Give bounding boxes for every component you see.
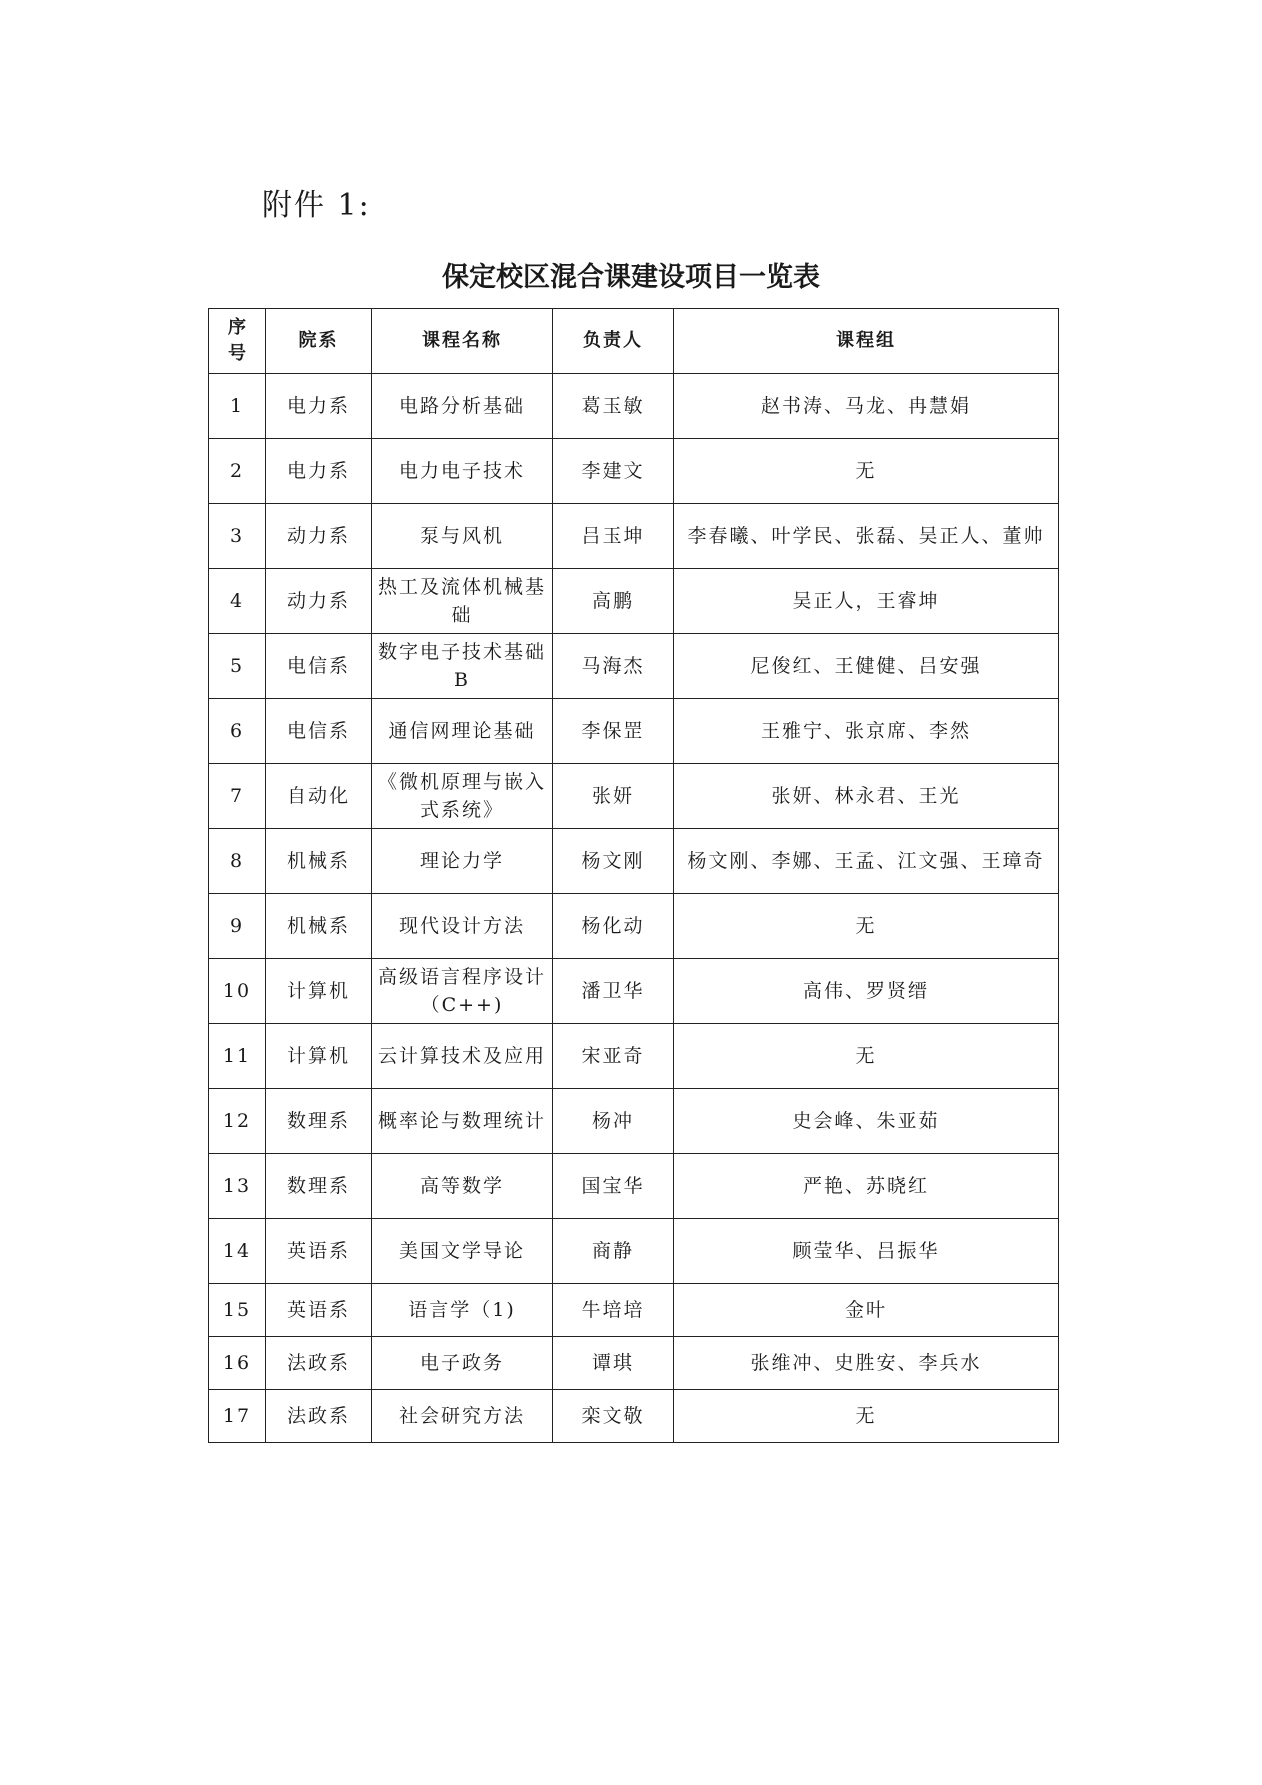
cell-no: 4: [209, 569, 266, 634]
cell-group: 尼俊红、王健健、吕安强: [674, 634, 1059, 699]
table-body: [209, 374, 1059, 1443]
cell-lead: 潘卫华: [553, 959, 674, 1024]
cell-lead: 高鹏: [553, 569, 674, 634]
table-row: [209, 439, 1059, 504]
cell-lead: 宋亚奇: [553, 1024, 674, 1089]
header-lead: 负责人: [553, 309, 674, 374]
cell-no: 11: [209, 1024, 266, 1089]
cell-course: 概率论与数理统计: [372, 1089, 553, 1154]
cell-group: 无: [674, 1024, 1059, 1089]
cell-group: 无: [674, 1390, 1059, 1443]
page-title: 保定校区混合课建设项目一览表: [442, 262, 820, 293]
cell-course: 高级语言程序设计（C++): [372, 959, 553, 1024]
cell-group: 史会峰、朱亚茹: [674, 1089, 1059, 1154]
cell-no: 9: [209, 894, 266, 959]
cell-group: 高伟、罗贤缙: [674, 959, 1059, 1024]
cell-lead: 李建文: [553, 439, 674, 504]
cell-dept: 电信系: [266, 699, 372, 764]
cell-dept: 机械系: [266, 894, 372, 959]
cell-dept: 计算机: [266, 1024, 372, 1089]
cell-lead: 杨冲: [553, 1089, 674, 1154]
cell-lead: 杨化动: [553, 894, 674, 959]
cell-group: 无: [674, 439, 1059, 504]
cell-dept: 机械系: [266, 829, 372, 894]
projects-table: [208, 308, 1059, 1443]
cell-lead: 马海杰: [553, 634, 674, 699]
cell-course: 泵与风机: [372, 504, 553, 569]
cell-dept: 电信系: [266, 634, 372, 699]
cell-group: 顾莹华、吕振华: [674, 1219, 1059, 1284]
cell-lead: 葛玉敏: [553, 374, 674, 439]
header-no-text: 序号: [228, 316, 246, 364]
table-row: [209, 1390, 1059, 1443]
cell-lead: 栾文敬: [553, 1390, 674, 1443]
cell-dept: 计算机: [266, 959, 372, 1024]
cell-dept: 法政系: [266, 1390, 372, 1443]
cell-lead: 谭琪: [553, 1337, 674, 1390]
cell-group: 金叶: [674, 1284, 1059, 1337]
cell-dept: 数理系: [266, 1089, 372, 1154]
cell-dept: 数理系: [266, 1154, 372, 1219]
table-header-row: [209, 309, 1059, 374]
table-row: [209, 569, 1059, 634]
cell-no: 14: [209, 1219, 266, 1284]
cell-dept: 动力系: [266, 504, 372, 569]
cell-group: 王雅宁、张京席、李然: [674, 699, 1059, 764]
table-row: [209, 634, 1059, 699]
attachment-label: 附件 1:: [262, 188, 371, 223]
cell-no: 15: [209, 1284, 266, 1337]
header-group: 课程组: [674, 309, 1059, 374]
cell-dept: 英语系: [266, 1219, 372, 1284]
cell-no: 17: [209, 1390, 266, 1443]
cell-lead: 国宝华: [553, 1154, 674, 1219]
cell-group: 吴正人，王睿坤: [674, 569, 1059, 634]
table-row: [209, 1089, 1059, 1154]
table-row: [209, 1219, 1059, 1284]
cell-no: 1: [209, 374, 266, 439]
table-row: [209, 1154, 1059, 1219]
cell-course: 云计算技术及应用: [372, 1024, 553, 1089]
cell-no: 5: [209, 634, 266, 699]
cell-no: 2: [209, 439, 266, 504]
cell-no: 16: [209, 1337, 266, 1390]
cell-no: 10: [209, 959, 266, 1024]
cell-course: 热工及流体机械基础: [372, 569, 553, 634]
table-row: [209, 374, 1059, 439]
header-course: 课程名称: [372, 309, 553, 374]
cell-course: 电子政务: [372, 1337, 553, 1390]
cell-lead: 杨文刚: [553, 829, 674, 894]
cell-course: 理论力学: [372, 829, 553, 894]
cell-course: 电路分析基础: [372, 374, 553, 439]
cell-no: 3: [209, 504, 266, 569]
table-row: [209, 764, 1059, 829]
cell-group: 杨文刚、李娜、王孟、江文强、王璋奇: [674, 829, 1059, 894]
cell-no: 12: [209, 1089, 266, 1154]
table-row: [209, 959, 1059, 1024]
cell-course: 数字电子技术基础 B: [372, 634, 553, 699]
cell-group: 张维冲、史胜安、李兵水: [674, 1337, 1059, 1390]
cell-lead: 商静: [553, 1219, 674, 1284]
cell-group: 赵书涛、马龙、冉慧娟: [674, 374, 1059, 439]
cell-group: 无: [674, 894, 1059, 959]
cell-dept: 电力系: [266, 374, 372, 439]
table-row: [209, 504, 1059, 569]
cell-group: 李春曦、叶学民、张磊、吴正人、董帅: [674, 504, 1059, 569]
header-no: [209, 309, 266, 374]
cell-course: 现代设计方法: [372, 894, 553, 959]
cell-lead: 李保罡: [553, 699, 674, 764]
cell-course: 社会研究方法: [372, 1390, 553, 1443]
cell-dept: 自动化: [266, 764, 372, 829]
cell-lead: 牛培培: [553, 1284, 674, 1337]
header-dept: 院系: [266, 309, 372, 374]
cell-course: 高等数学: [372, 1154, 553, 1219]
cell-group: 严艳、苏晓红: [674, 1154, 1059, 1219]
table-row: [209, 1337, 1059, 1390]
cell-course: 美国文学导论: [372, 1219, 553, 1284]
cell-no: 6: [209, 699, 266, 764]
cell-no: 8: [209, 829, 266, 894]
cell-lead: 张妍: [553, 764, 674, 829]
cell-lead: 吕玉坤: [553, 504, 674, 569]
table-row: [209, 1024, 1059, 1089]
cell-no: 7: [209, 764, 266, 829]
table-row: [209, 894, 1059, 959]
cell-course: 电力电子技术: [372, 439, 553, 504]
cell-dept: 动力系: [266, 569, 372, 634]
cell-dept: 法政系: [266, 1337, 372, 1390]
table-row: [209, 829, 1059, 894]
cell-course: 通信网理论基础: [372, 699, 553, 764]
cell-course: 《微机原理与嵌入式系统》: [372, 764, 553, 829]
table-row: [209, 699, 1059, 764]
cell-no: 13: [209, 1154, 266, 1219]
cell-dept: 英语系: [266, 1284, 372, 1337]
table-row: [209, 1284, 1059, 1337]
cell-dept: 电力系: [266, 439, 372, 504]
cell-group: 张妍、林永君、王光: [674, 764, 1059, 829]
cell-course: 语言学（1): [372, 1284, 553, 1337]
